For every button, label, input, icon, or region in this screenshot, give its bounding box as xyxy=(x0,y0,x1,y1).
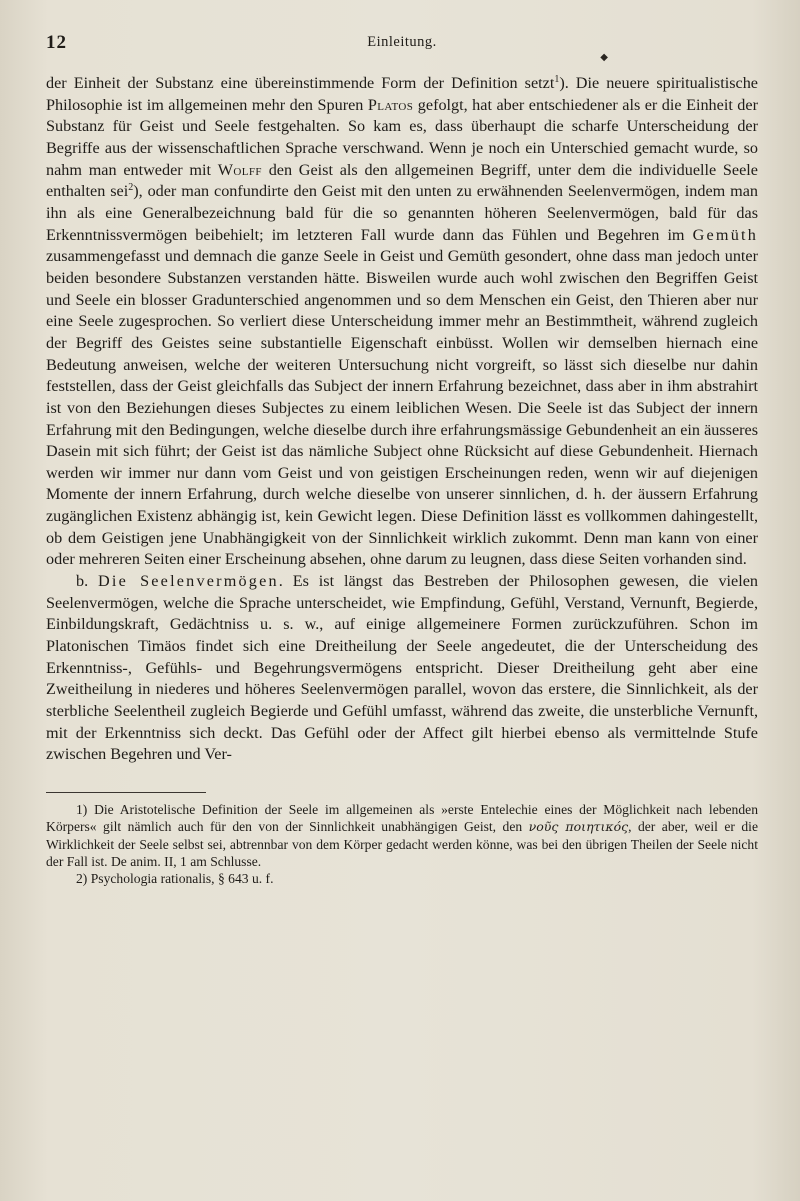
text-run: b. xyxy=(76,572,99,591)
page-number: 12 xyxy=(46,32,67,53)
footnote-marker: 1) xyxy=(76,802,88,817)
footnote-marker: 2) xyxy=(76,871,88,887)
emphasis-gemuth: Gemüth xyxy=(692,225,758,244)
name-plato: Platos xyxy=(367,95,414,114)
body-text xyxy=(46,73,758,766)
section-heading-seelenvermogen: Die Seelenvermögen xyxy=(98,572,279,591)
greek-term: νοῦς ποιητικός xyxy=(528,819,629,835)
footnote-ref-2: 2 xyxy=(128,182,134,194)
name-wolff: Wolff xyxy=(217,160,262,179)
text-run: der Einheit der Substanz eine übereinstimmende Form der Definition setzt xyxy=(46,74,555,92)
paragraph-1 xyxy=(46,73,758,571)
text-run: zusammengefasst und demnach die ganze Seele in Geist und Gemüth gesondert, ohne dass man jedoch unter beiden besondere Substanzen verstanden hätte. Bisweilen wurde auch wohl zwischen den Begriffen Geist und Seele ein blosser Gradunterschied angenommen und so dem Menschen ein Geist, den Thieren aber nur eine Seele zugesprochen. So verliert diese Unterscheidung immer mehr an Bestimmtheit, während zugleich der Begriff des Geistes seine substantielle Eigenschaft einbüsst. Wollen wir demselben hiernach eine Bedeutung anweisen, welche der weiteren Untersuchung nicht vorgreift, so lässt sich dieselbe nur dahin feststellen, dass der Geist gleichfalls das Subject der innern Erfahrung bezeichnet, dass aber in ihm abstrahirt ist von den Beziehungen dieses Subjectes zu einem leiblichen Wesen. Die Seele ist das Subject der innern Erfahrung mit den Bedingungen, welche dieselbe durch ihre erfahrungsmässige Gebundenheit an ein äusseres Dasein mit sich führt; der Geist ist das nämliche Subject ohne Rücksicht auf diese Gebundenheit. Hiernach werden wir immer nur dann vom Geist und von geistigen Erscheinungen reden, wenn wir auf diejenigen Momente der innern Erfahrung, durch welche dieselbe von unserer sinnlichen, d. h. der äussern Erfahrung zugänglichen Existenz abhängig ist, kein Gewicht legen. Diese Definition lässt es vollkommen dahingestellt, ob dem Geistigen jene Unabhängigkeit von der Sinnlichkeit wirklich zukommt. Denn man kann von einer oder mehreren Seiten einer Erscheinung absehen, ohne darum zu leugnen, dass diese Seiten vorhanden sind. xyxy=(46,247,758,569)
footnote-text: , der aber, weil er die Wirklichkeit der Seele selbst sei, abtrennbar von dem Körper gedacht werden könne, was bei den übrigen Theilen der Seele nicht der Fall ist. De anim. II, 1 am Schlusse. xyxy=(46,819,758,869)
running-head xyxy=(46,30,758,63)
text-run: ). Die neuere spiritualistische Philosophie ist im allgemeinen mehr den Spuren xyxy=(46,74,758,114)
text-run: gefolgt, hat aber entschiedener als er die Einheit der Substanz für Geist und Seele festgehalten. So kam es, dass überhaupt die scharfe Unterscheidung der Begriffe aus der wissenschaftlichen Sprache verschwand. Wenn je noch ein Unterschied gemacht wurde, so nahm man entweder mit xyxy=(46,95,758,179)
text-run: den Geist als den allgemeinen Begriff, unter dem die individuelle Seele enthalten sei xyxy=(46,160,758,201)
footnote-ref-1: 1 xyxy=(554,74,560,85)
paragraph-2 xyxy=(46,571,758,766)
footnotes xyxy=(46,801,758,887)
footnote-text: Psychologia rationalis, § 643 u. f. xyxy=(87,871,274,887)
printer-ornament-icon: ◆ xyxy=(600,52,608,63)
footnote-2 xyxy=(46,870,758,887)
footnote-text: Die Aristotelische Definition der Seele im allgemeinen als »erste Entelechie eines der Möglichkeit nach lebenden Körpers« gilt nämlich auch für den von der Sinnlichkeit unabhängigen Geist, den xyxy=(46,802,758,835)
footnote-1 xyxy=(46,801,758,870)
text-run: ), oder man confundirte den Geist mit den unten zu erwähnenden Seelenvermögen, indem man ihn als eine Generalbezeichnung bald für die so genannten höheren Seelenvermögen, bald für das Erkenntnissvermögen beibehielt; im letzteren Fall wurde dann das Fühlen und Begehren im xyxy=(46,182,758,244)
footnote-divider xyxy=(46,792,206,793)
running-title: Einleitung. xyxy=(367,34,437,50)
text-run: . Es ist längst das Bestreben der Philosophen gewesen, die vielen Seelenvermögen, welche die Sprache unterscheidet, wie Empfindung, Gefühl, Verstand, Vernunft, Begierde, Einbildungskraft, Gedächtniss u. s. w., auf einige allgemeinere Formen zurückzuführen. Schon im Platonischen Timäos findet sich eine Dreitheilung der Seele angedeutet, die der Unterscheidung des Erkenntniss-, Gefühls- und Begehrungsvermögens entspricht. Dieser Dreitheilung geht aber eine Zweitheilung in niederes und höheres Seelenvermögen parallel, wovon das erstere, die Sinnlichkeit, als der sterbliche Seelentheil zugleich Begierde und Gefühl umfasst, während das zweite, die unsterbliche Vernunft, mit der Erkenntniss sich deckt. Das Gefühl oder der Affect gilt hierbei ebenso als vermittelnde Stufe zwischen Begehren und Ver- xyxy=(46,572,758,764)
